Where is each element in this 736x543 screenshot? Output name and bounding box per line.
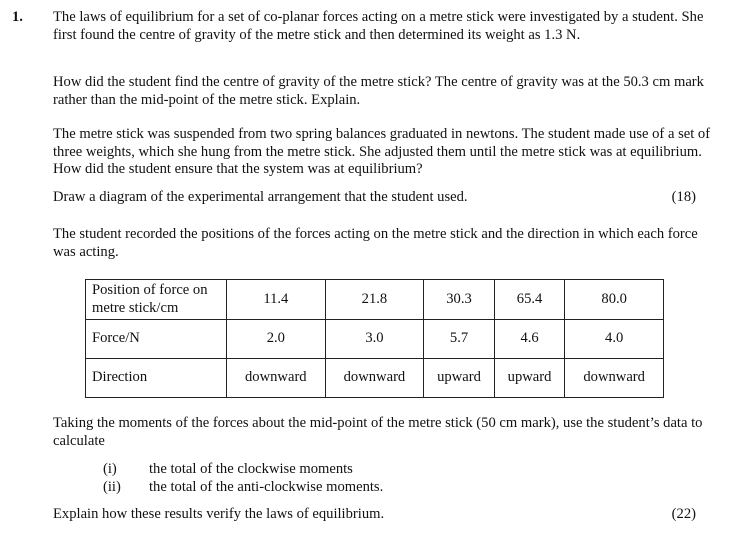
recorded-paragraph: The student recorded the positions of the forces acting on the metre stick and the direction in which each force was acting. <box>53 226 698 260</box>
intro-paragraph: The laws of equilibrium for a set of co-planar forces acting on a metre stick were investigated by a student. She first found the centre of gravity of the metre stick and then determined its weight as 1.3 N. <box>53 9 704 43</box>
sub-item-text: the total of the anti-clockwise moments. <box>149 479 384 495</box>
setup-paragraph: The metre stick was suspended from two spring balances graduated in newtons. The student made use of a set of three weights, which she hung from the metre stick. She adjusted them until the metre stick was at equilibrium. How did the student ensure that the system was at equilibrium? <box>53 126 711 177</box>
direction-cell: upward <box>424 359 495 398</box>
question-number: 1. <box>12 9 23 25</box>
direction-cell: upward <box>494 359 565 398</box>
direction-cell: downward <box>227 359 326 398</box>
draw-instruction: Draw a diagram of the experimental arrangement that the student used. <box>53 189 468 205</box>
position-cell: 11.4 <box>227 280 326 320</box>
sub-item-number: (i) <box>103 461 117 477</box>
table-row <box>86 320 664 359</box>
explain-instruction: Explain how these results verify the laws of equilibrium. <box>53 506 385 522</box>
force-cell: 4.0 <box>565 320 664 359</box>
force-cell: 4.6 <box>494 320 565 359</box>
position-cell: 65.4 <box>494 280 565 320</box>
sub-item-number: (ii) <box>103 479 121 495</box>
moments-intro: Taking the moments of the forces about the mid-point of the metre stick (50 cm mark), use the student’s data to calculate <box>53 415 703 449</box>
position-cell: 30.3 <box>424 280 495 320</box>
position-cell: 80.0 <box>565 280 664 320</box>
marks-part-a: (18) <box>671 189 696 205</box>
force-cell: 5.7 <box>424 320 495 359</box>
position-cell: 21.8 <box>325 280 424 320</box>
marks-part-b: (22) <box>671 506 696 522</box>
row-header-direction: Direction <box>86 359 227 398</box>
direction-cell: downward <box>565 359 664 398</box>
sub-item-text: the total of the clockwise moments <box>149 461 353 477</box>
table-row <box>86 359 664 398</box>
force-cell: 3.0 <box>325 320 424 359</box>
centre-of-gravity-question: How did the student find the centre of gravity of the metre stick? The centre of gravity was at the 50.3 cm mark rather than the mid-point of the metre stick. Explain. <box>53 74 704 108</box>
row-header-position: Position of force on metre stick/cm <box>86 280 227 320</box>
force-cell: 2.0 <box>227 320 326 359</box>
table-row <box>86 280 664 320</box>
direction-cell: downward <box>325 359 424 398</box>
force-data-table <box>85 279 664 398</box>
row-header-force: Force/N <box>86 320 227 359</box>
